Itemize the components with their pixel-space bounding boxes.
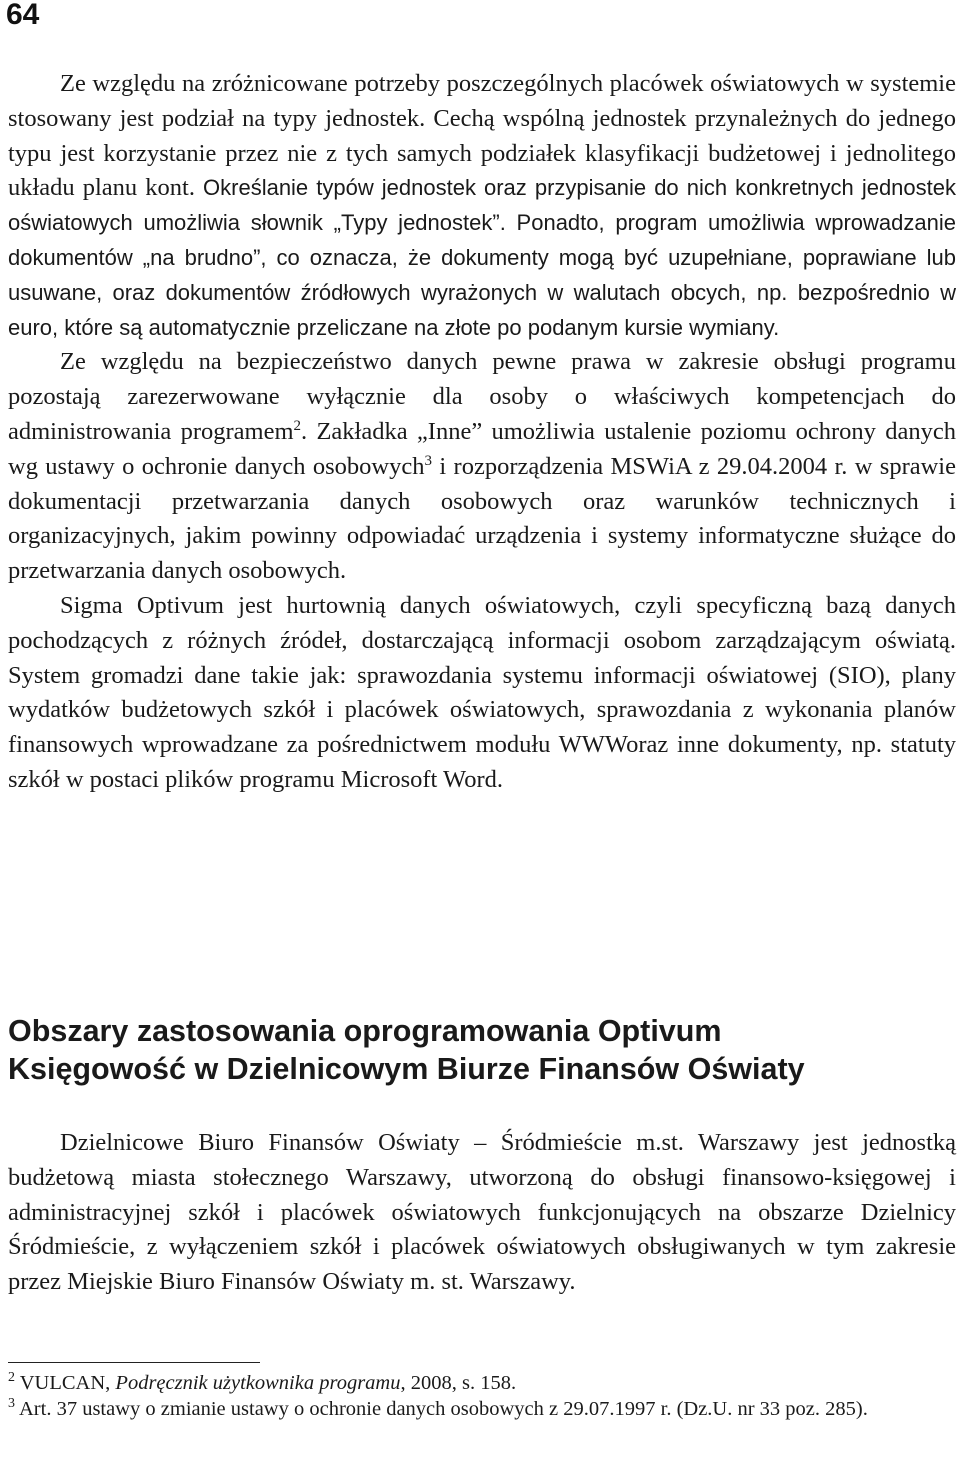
body-text-lower: [8, 1126, 956, 1300]
page-number: 64: [6, 0, 40, 31]
paragraph-data-security-part3: i rozporządzenia MSWiA z 29.04.2004 r. w sprawie dokumentacji przetwarzania danych osobowych oraz warunków technicznych i organizacyjnych, jakim powinny odpowiadać urządzenia i systemy informatyczne służące do przetwarzania danych osobowych.: [8, 452, 956, 585]
section-heading: [8, 1012, 956, 1088]
footnote-3: [8, 1396, 956, 1422]
paragraph-unit-types-drafts: Ponadto, program umożliwia wprowadzanie dokumentów „na brudno”, co oznacza, że dokumenty mogą być uzupełniane, poprawiane lub usuwane, oraz dokumentów źródłowych wyrażonych w walutach obcych, np. bezpośrednio w euro, które są automatycznie przeliczane na złote po podanym kursie wymiany.: [8, 210, 956, 340]
paragraph-unit-types-dictionary: Określanie typów jednostek oraz przypisanie do nich konkretnych jednostek oświatowych umożliwia słownik „Typy jednostek”.: [8, 175, 956, 236]
footnote-separator: [8, 1362, 260, 1363]
footnote-2: [8, 1370, 956, 1396]
footnote-3-mark: 3: [8, 1396, 15, 1411]
footnote-2-post: , 2008, s. 158.: [400, 1372, 517, 1394]
section-heading-line2: Księgowość w Dzielnicowym Biurze Finansów Oświaty: [8, 1052, 805, 1086]
paragraph-sigma-optivum: Sigma Optivum jest hurtownią danych oświatowych, czyli specyficzną bazą danych pochodzących z różnych źródeł, dostarczającą informacji osobom zarządzającym oświatą. System gromadzi dane takie jak: sprawozdania systemu informacji oświatowej (SIO), plany wydatków budżetowych szkół i placówek oświatowych, sprawozdania z wykonania planów finansowych wprowadzane za pośrednictwem modułu WWWoraz inne dokumenty, np. statuty szkół w postaci plików programu Microsoft Word.: [8, 591, 956, 793]
footnote-ref-2: 2: [293, 417, 302, 434]
footnotes: [8, 1370, 956, 1422]
footnote-2-mark: 2: [8, 1370, 15, 1385]
body-text-upper: [8, 67, 956, 798]
footnote-2-pre: VULCAN,: [15, 1372, 116, 1394]
paragraph-dbfo: Dzielnicowe Biuro Finansów Oświaty – Śródmieście m.st. Warszawy jest jednostką budżetową miasta stołecznego Warszawy, utworzoną do obsługi finansowo-księgowej i administracyjnej szkół i placówek oświatowych funkcjonujących na obszarze Dzielnicy Śródmieście, z wyłączeniem szkół i placówek oświatowych obsługiwanych w tym zakresie przez Miejskie Biuro Finansów Oświaty m. st. Warszawy.: [8, 1129, 956, 1296]
footnote-2-title: Podręcznik użytkownika programu: [115, 1372, 401, 1394]
paragraph-unit-types: [8, 67, 956, 345]
footnote-ref-3: 3: [424, 452, 432, 469]
footnote-3-text: Art. 37 ustawy o zmianie ustawy o ochronie danych osobowych z 29.07.1997 r. (Dz.U. nr 33 poz. 285).: [15, 1398, 868, 1420]
paragraph-data-security: [8, 345, 956, 589]
paragraph-data-security-part2: . Zakładka „Inne” umożliwia ustalenie poziomu ochrony danych wg ustawy o ochronie danych osobowych: [8, 417, 956, 480]
paragraph-data-security-part1: Ze względu na bezpieczeństwo danych pewne prawa w zakresie obsługi programu pozostają zarezerwowane wyłącznie dla osoby o właściwych kompetencjach do administrowania programem: [8, 348, 956, 445]
paragraph-unit-types-part1: Ze względu na zróżnicowane potrzeby poszczególnych placówek oświatowych w systemie stosowany jest podział na typy jednostek. Cechą wspólną jednostek przynależnych do jednego typu jest korzystanie przez nie z tych samych podziałek klasyfikacji budżetowej i jednolitego układu planu kont.: [8, 70, 956, 202]
section-heading-line1: Obszary zastosowania oprogramowania Optivum: [8, 1014, 722, 1048]
